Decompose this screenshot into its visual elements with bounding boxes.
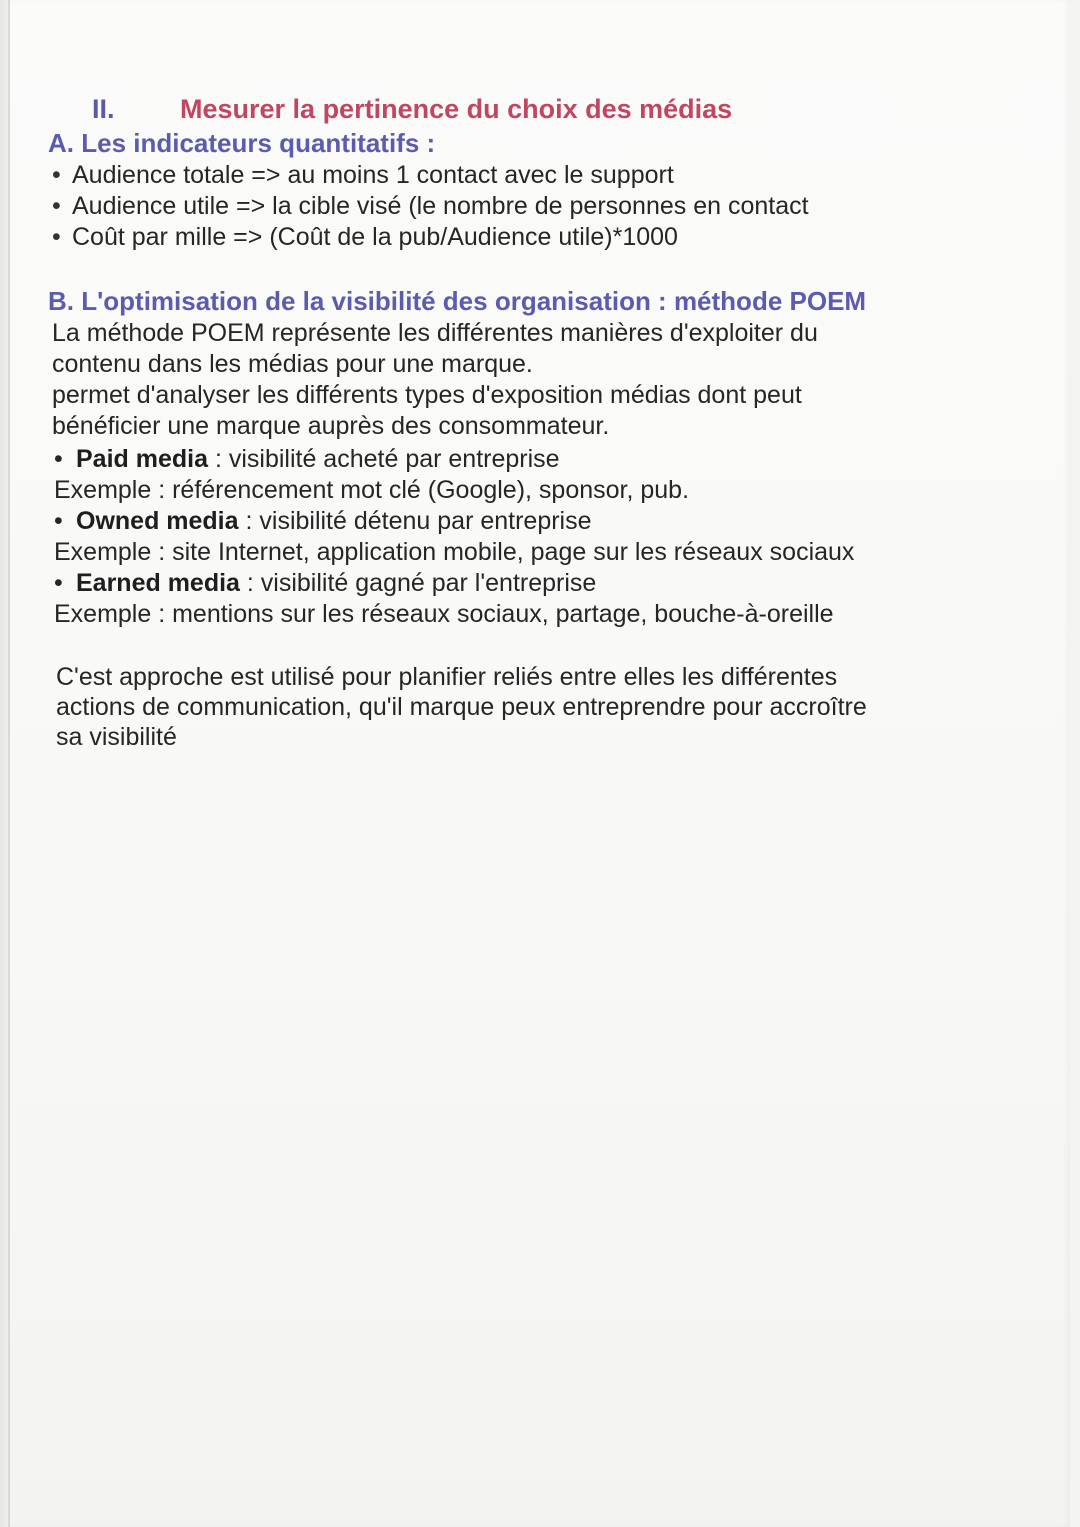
indicator-text: Coût par mille => (Coût de la pub/Audience utile)*1000 [72,223,678,251]
media-example: Exemple : référencement mot clé (Google), sponsor, pub. [54,476,690,504]
list-item [52,191,809,222]
list-item [52,160,809,191]
media-example: Exemple : mentions sur les réseaux sociaux, partage, bouche-à-oreille [54,600,834,628]
conclusion-line: C'est approche est utilisé pour planifier reliés entre elles les différentes [56,663,838,691]
bullet-icon: • [52,192,61,220]
media-description: : visibilité acheté par entreprise [208,445,560,473]
conclusion-line: actions de communication, qu'il marque peux entreprendre pour accroître [56,693,867,721]
paper-left-edge [0,0,8,1527]
conclusion-line: sa visibilité [56,723,177,751]
section-title: Mesurer la pertinence du choix des médias [180,94,733,124]
intro-line: permet d'analyser les différents types d'exposition médias dont peut [52,381,802,409]
section-number: II. [92,94,115,124]
bullet-icon: • [52,161,61,189]
bullet-icon: • [54,445,63,473]
intro-line: La méthode POEM représente les différentes manières d'exploiter du [52,319,818,347]
media-item-earned [54,568,854,599]
intro-line: bénéficier une marque auprès des consommateur. [52,412,610,440]
part-a-heading: A. Les indicateurs quantitatifs : [48,128,436,158]
media-description: : visibilité gagné par l'entreprise [239,569,597,597]
list-item [52,222,809,253]
bullet-icon: • [54,507,63,535]
poem-intro [52,318,818,442]
part-b-heading: B. L'optimisation de la visibilité des organisation : méthode POEM [48,286,867,316]
indicator-text: Audience totale => au moins 1 contact avec le support [72,161,674,189]
media-name: Earned media [76,569,240,597]
media-name: Owned media [76,507,239,535]
intro-line: contenu dans les médias pour une marque. [52,350,533,378]
poem-conclusion [56,662,867,752]
media-name: Paid media [76,445,208,473]
media-description: : visibilité détenu par entreprise [238,507,592,535]
indicator-list [52,160,809,253]
poem-media-list [54,444,854,630]
bullet-icon: • [52,223,61,251]
bullet-icon: • [54,569,63,597]
media-item-paid [54,444,854,475]
media-item-owned [54,506,854,537]
section-heading [92,94,732,125]
media-example: Exemple : site Internet, application mobile, page sur les réseaux sociaux [54,538,855,566]
indicator-text: Audience utile => la cible visé (le nombre de personnes en contact [72,192,809,220]
